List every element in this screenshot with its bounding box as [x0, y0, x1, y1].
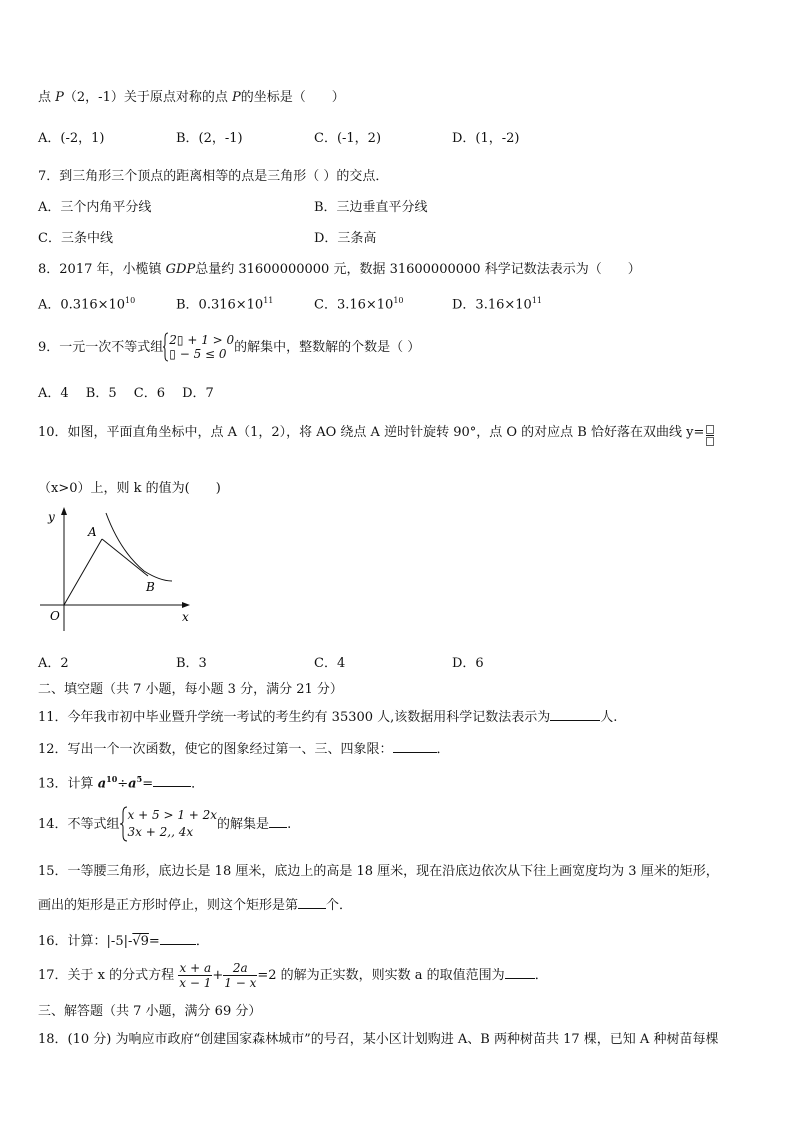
q10-option-d: D．6 — [452, 656, 484, 671]
q12-answer-blank[interactable] — [393, 740, 437, 753]
q17-answer-blank[interactable] — [505, 966, 535, 979]
q15-answer-blank[interactable] — [298, 896, 326, 909]
q7-stem: 7．到三角形三个顶点的距离相等的点是三角形（ ）的交点． — [38, 169, 389, 184]
q17-fraction-1: $\frac{x + a}{x - 1}$ — [179, 961, 212, 990]
q10-stem-continued: （x>0）上，则 k 的值为( ) — [38, 481, 221, 496]
q9-brace — [163, 332, 169, 363]
segment-oa — [64, 539, 102, 605]
q18-stem: 18．(10 分) 为响应市政府“创建国家森林城市”的号召，某小区计划购进 A、B 两种树苗共 17 棵，已知 A 种树苗每棵 — [38, 1032, 719, 1047]
q10-option-c: C．4 — [314, 656, 346, 671]
q8-option-a: A．$0.316\times 10^{10}$ — [38, 296, 136, 313]
q17-stem: 17．关于 x 的分式方程 $\frac{x + a}{x - 1}$ + $\frac{2a}{1 - x}$ =2 的解为正实数，则实数 a 的取值范围为 ． — [38, 961, 548, 990]
q10-option-b: B．3 — [176, 656, 207, 671]
label-x: x — [182, 610, 189, 624]
label-o: O — [50, 609, 60, 623]
q15-stem-line2: 画出的矩形是正方形时停止，则这个矩形是第 个． — [38, 898, 353, 913]
q15-stem-line1: 15．一等腰三角形，底边长是 18 厘米，底边上的高是 18 厘米，现在沿底边依次从下往上画宽度均为 3 厘米的矩形， — [38, 864, 719, 879]
q6-option-b: B．(2，-1) — [176, 131, 243, 146]
q8-option-c: C．$3.16\times 10^{10}$ — [314, 296, 404, 313]
q7-option-d: D．三条高 — [314, 231, 377, 246]
q10-option-a: A．2 — [38, 656, 69, 671]
q9-options: A．4 B．5 C．6 D．7 — [38, 386, 214, 401]
q7-option-b: B．三边垂直平分线 — [314, 200, 428, 215]
q6-option-a: A．(-2，1) — [38, 131, 105, 146]
q13-answer-blank[interactable] — [153, 774, 191, 787]
q14-answer-blank[interactable] — [269, 815, 287, 828]
q11-stem: 11．今年我市初中毕业暨升学统一考试的考生约有 35300 人,该数据用科学记数法表示为 人. — [38, 710, 618, 725]
q8-option-d: D．$3.16\times 10^{11}$ — [452, 296, 542, 313]
q6-option-c: C．(-1，2) — [314, 131, 382, 146]
q9-system: 2▯ + 1 > 0 ▯ − 5 ≤ 0 — [169, 333, 235, 362]
q14-system: x + 5 > 1 + 2x 3x + 2,, 4x — [127, 808, 218, 840]
label-y: y — [48, 510, 55, 524]
q14-brace — [120, 806, 128, 843]
label-b: B — [146, 580, 155, 594]
q16-stem: 16．计算：|-5|-√9= ． — [38, 934, 209, 949]
q13-stem: 13．计算 $a^{10}\div a^5=$ ． — [38, 774, 205, 792]
section-solution-heading: 三、解答题（共 7 小题，满分 69 分） — [38, 1004, 262, 1019]
q8-stem: 8．2017 年，小榄镇 GDP总量约 31600000000 元，数据 31600000000 科学记数法表示为（ ） — [38, 262, 641, 277]
q8-option-b: B．$0.316\times 10^{11}$ — [176, 296, 274, 313]
x-axis-arrow — [182, 602, 190, 608]
q7-option-a: A．三个内角平分线 — [38, 200, 152, 215]
segment-ab — [102, 539, 148, 576]
q10-figure — [36, 505, 196, 635]
label-a: A — [88, 525, 97, 539]
q9-stem: 9．一元一次不等式组 2▯ + 1 > 0 ▯ − 5 ≤ 0 的解集中，整数解的个数是（ ） — [38, 333, 421, 362]
q6-option-d: D．(1，-2) — [452, 131, 520, 146]
q14-stem: 14．不等式组 x + 5 > 1 + 2x 3x + 2,, 4x 的解集是 . — [38, 806, 291, 843]
q17-fraction-2: $\frac{2a}{1 - x}$ — [224, 961, 257, 990]
q7-option-c: C．三条中线 — [38, 231, 113, 246]
q12-stem: 12．写出一个一次函数，使它的图象经过第一、三、四象限： ． — [38, 742, 450, 757]
hyperbola-curve — [106, 513, 172, 581]
q11-answer-blank[interactable] — [550, 708, 600, 721]
q6-stem: 点 P（2，-1）关于原点对称的点 P的坐标是（ ） — [38, 90, 345, 105]
q10-stem: 10．如图，平面直角坐标中，点 A（1，2），将 AO 绕点 A 逆时针旋转 90°，点 O 的对应点 B 恰好落在双曲线 y= — [38, 419, 714, 446]
q16-answer-blank[interactable] — [160, 932, 196, 945]
y-axis-arrow — [61, 507, 67, 515]
section-fill-in-heading: 二、填空题（共 7 小题，每小题 3 分，满分 21 分） — [38, 682, 343, 697]
